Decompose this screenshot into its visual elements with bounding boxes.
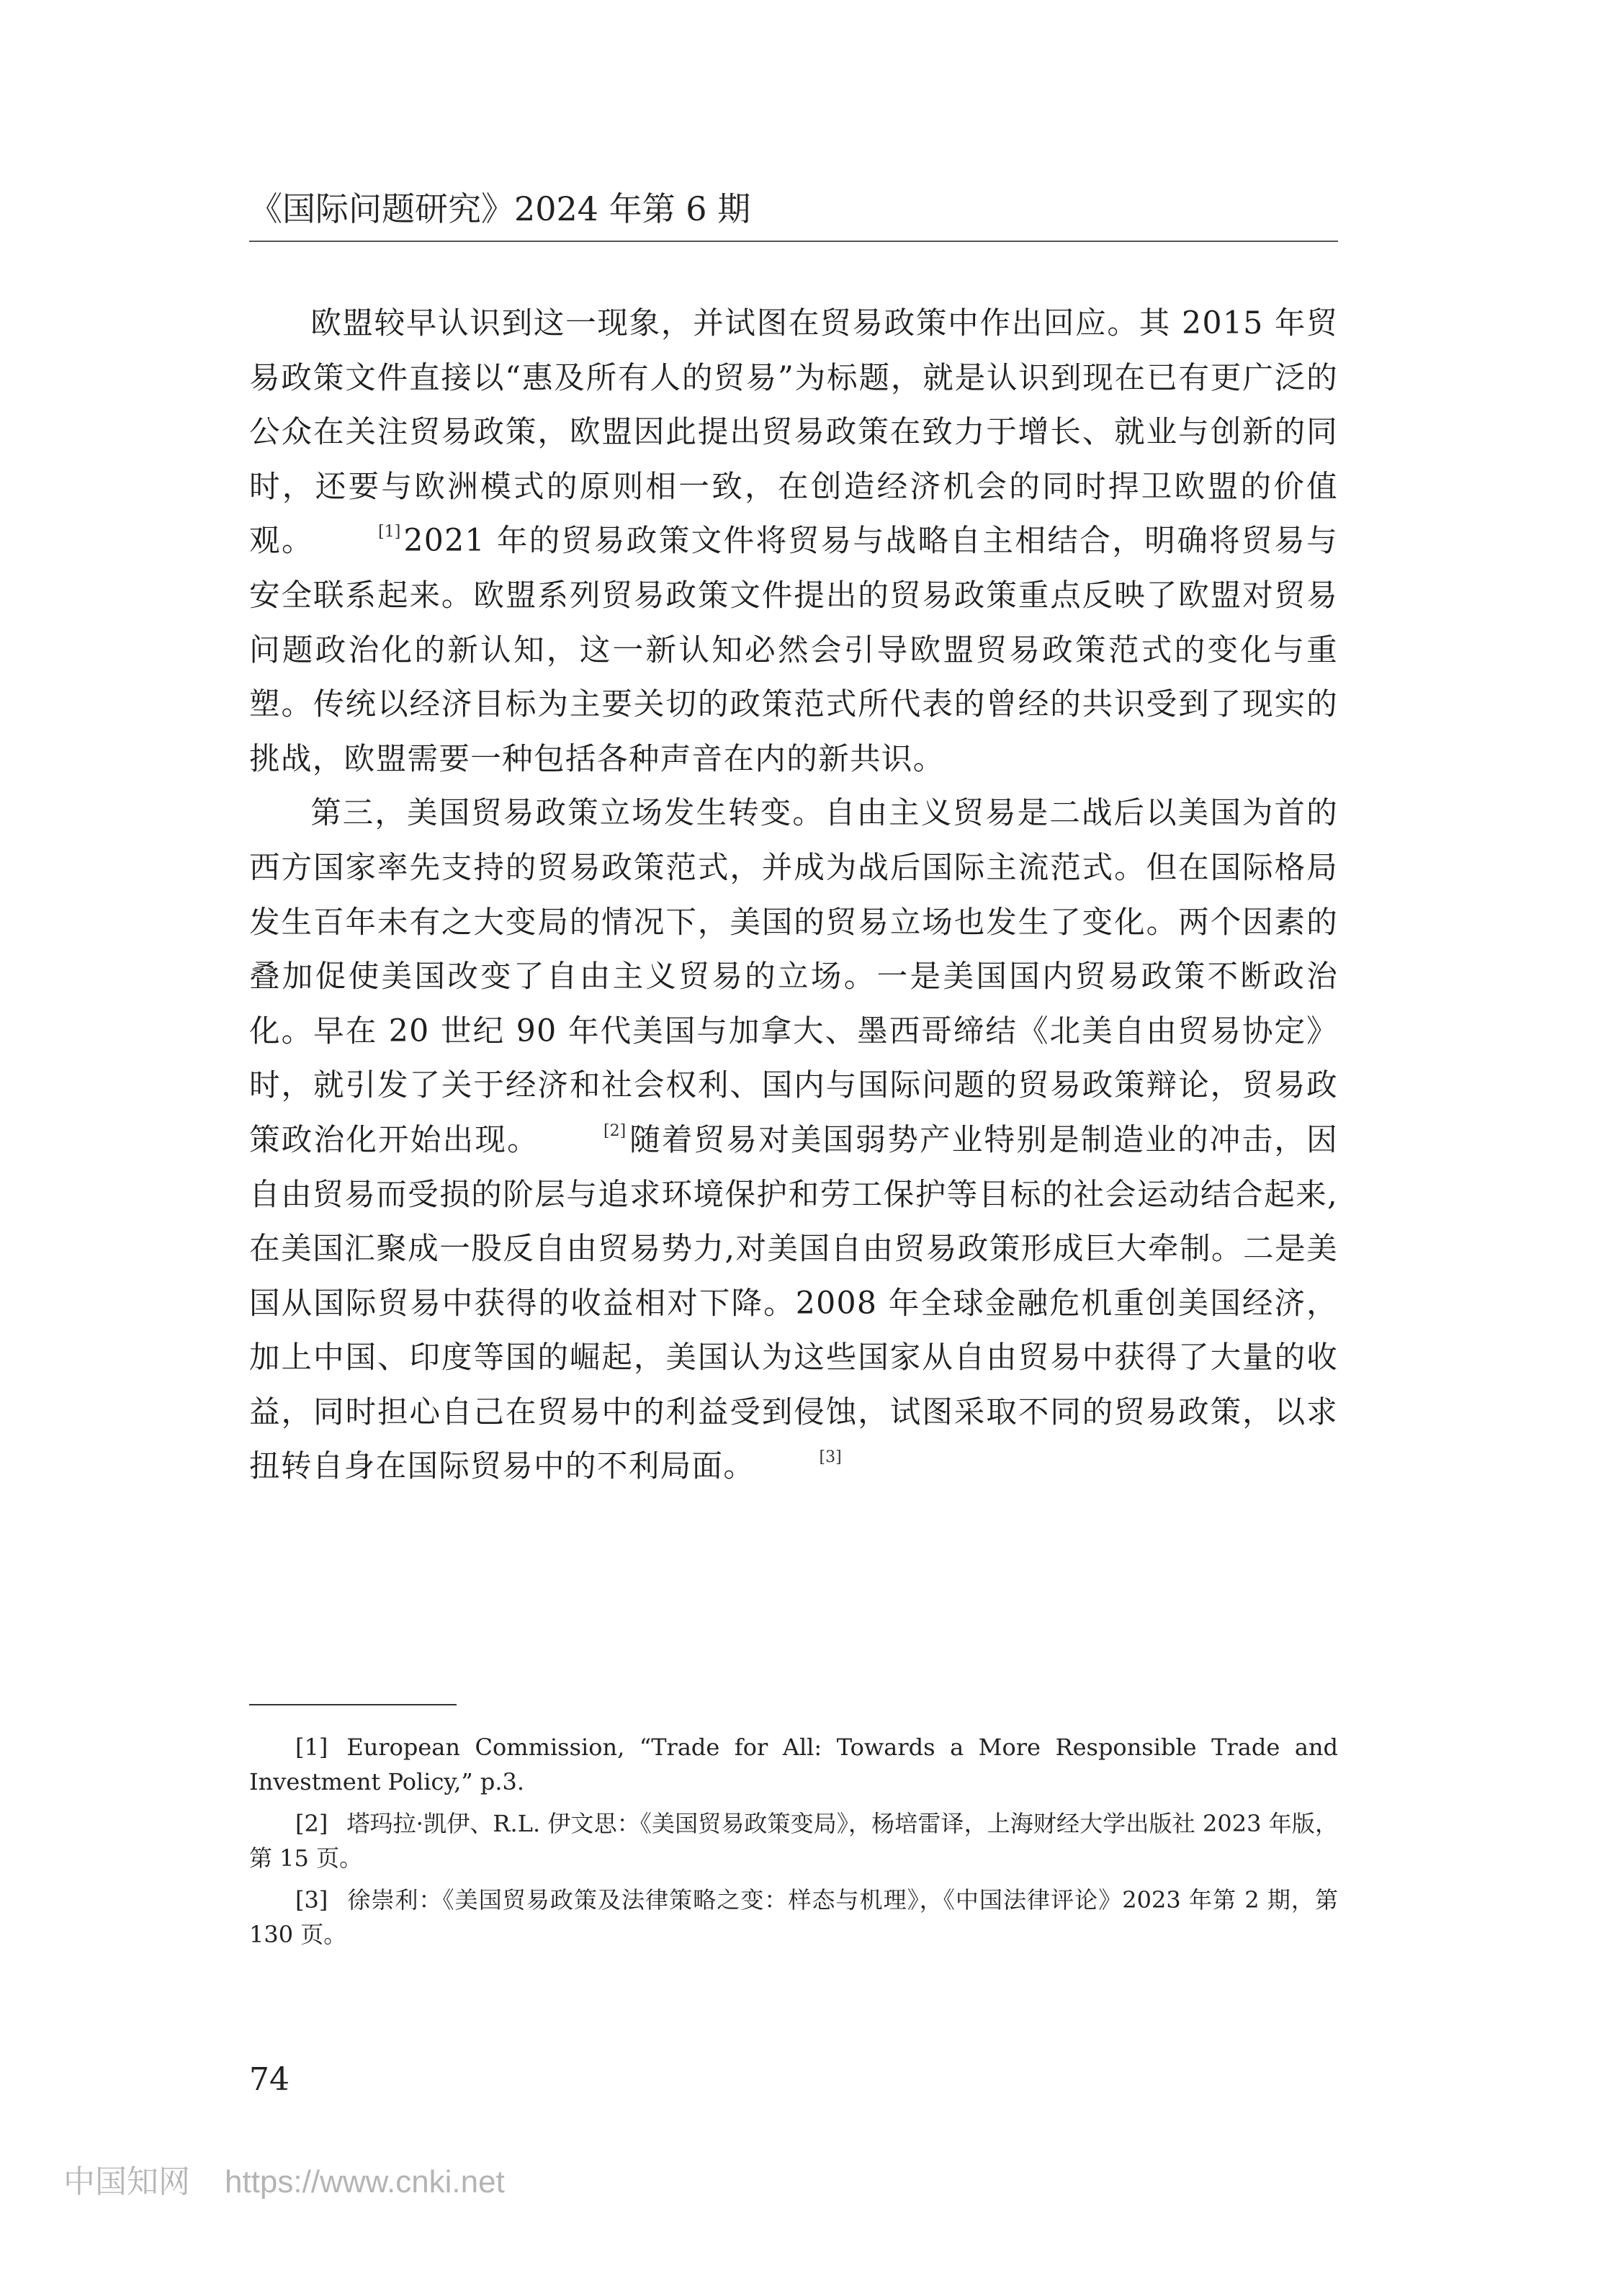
footnote-text: 徐崇利：《美国贸易政策及法律策略之变：样态与机理》，《中国法律评论》2023 年第 2 期，第 130 页。 [249,1886,1338,1948]
watermark-brand: 中国知网 [63,2164,190,2199]
page-number: 74 [249,2061,289,2098]
journal-title: 《国际问题研究》2024 年第 6 期 [249,189,751,228]
footnote-ref-3[interactable]: [3] [819,1448,842,1467]
footnote-ref-2[interactable]: [2] [603,1121,627,1140]
footnote-1 [249,1730,1338,1799]
footnote-3 [249,1883,1338,1952]
paragraph-eu-trade-policy [249,297,1338,786]
paragraph-text: 随着贸易对美国弱势产业特别是制造业的冲击，因自由贸易而受损的阶层与追求环境保护和劳工保护等目标的社会运动结合起来,在美国汇聚成一股反自由贸易势力,对美国自由贸易政策形成巨大牵制。二是美国从国际贸易中获得的收益相对下降。2008 年全球金融危机重创美国经济，加上中国、印度等国的崛起，美国认为这些国家从自由贸易中获得了大量的收益，同时担心自己在贸易中的利益受到侵蚀，试图采取不同的贸易政策，以求扭转自身在国际贸易中的不利局面。 [249,1121,1338,1485]
paragraph-us-trade-policy [249,786,1338,1494]
paragraph-text: 欧盟较早认识到这一现象，并试图在贸易政策中作出回应。其 2015 年贸易政策文件直接以“惠及所有人的贸易”为标题，就是认识到现在已有更广泛的公众在关注贸易政策，欧盟因此提出贸易政策在致力于增长、就业与创新的同时，还要与欧洲模式的原则相一致，在创造经济机会的同时捍卫欧盟的价值观。 [249,305,1338,560]
footnote-text: 塔玛拉·凯伊、R.L. 伊文思：《美国贸易政策变局》，杨培雷译，上海财经大学出版社 2023 年版，第 15 页。 [249,1810,1338,1872]
cnki-watermark [63,2162,505,2202]
watermark-url[interactable]: https://www.cnki.net [225,2164,505,2199]
footnotes [249,1730,1338,1959]
running-header [249,180,1338,242]
footnote-ref-1[interactable]: [1] [378,523,401,542]
footnote-number: [1] [295,1734,328,1761]
paragraph-text: 2021 年的贸易政策文件将贸易与战略自主相结合，明确将贸易与安全联系起来。欧盟系列贸易政策文件提出的贸易政策重点反映了欧盟对贸易问题政治化的新认知，这一新认知必然会引导欧盟贸易政策范式的变化与重塑。传统以经济目标为主要关切的政策范式所代表的曾经的共识受到了现实的挑战，欧盟需要一种包括各种声音在内的新共识。 [249,523,1338,777]
paragraph-text: 第三，美国贸易政策立场发生转变。自由主义贸易是二战后以美国为首的西方国家率先支持的贸易政策范式，并成为战后国际主流范式。但在国际格局发生百年未有之大变局的情况下，美国的贸易立场也发生了变化。两个因素的叠加促使美国改变了自由主义贸易的立场。一是美国国内贸易政策不断政治化。早在 20 世纪 90 年代美国与加拿大、墨西哥缔结《北美自由贸易协定》时，就引发了关于经济和社会权利、国内与国际问题的贸易政策辩论，贸易政策政治化开始出现。 [249,795,1338,1158]
footnote-number: [3] [295,1886,328,1914]
footnote-2 [249,1806,1338,1875]
footnote-text: European Commission, “Trade for All: Towards a More Responsible Trade and Investment Policy,” p.3. [249,1734,1338,1795]
article-body [249,297,1338,1494]
footnote-number: [2] [295,1810,328,1837]
footnote-divider [249,1704,457,1705]
